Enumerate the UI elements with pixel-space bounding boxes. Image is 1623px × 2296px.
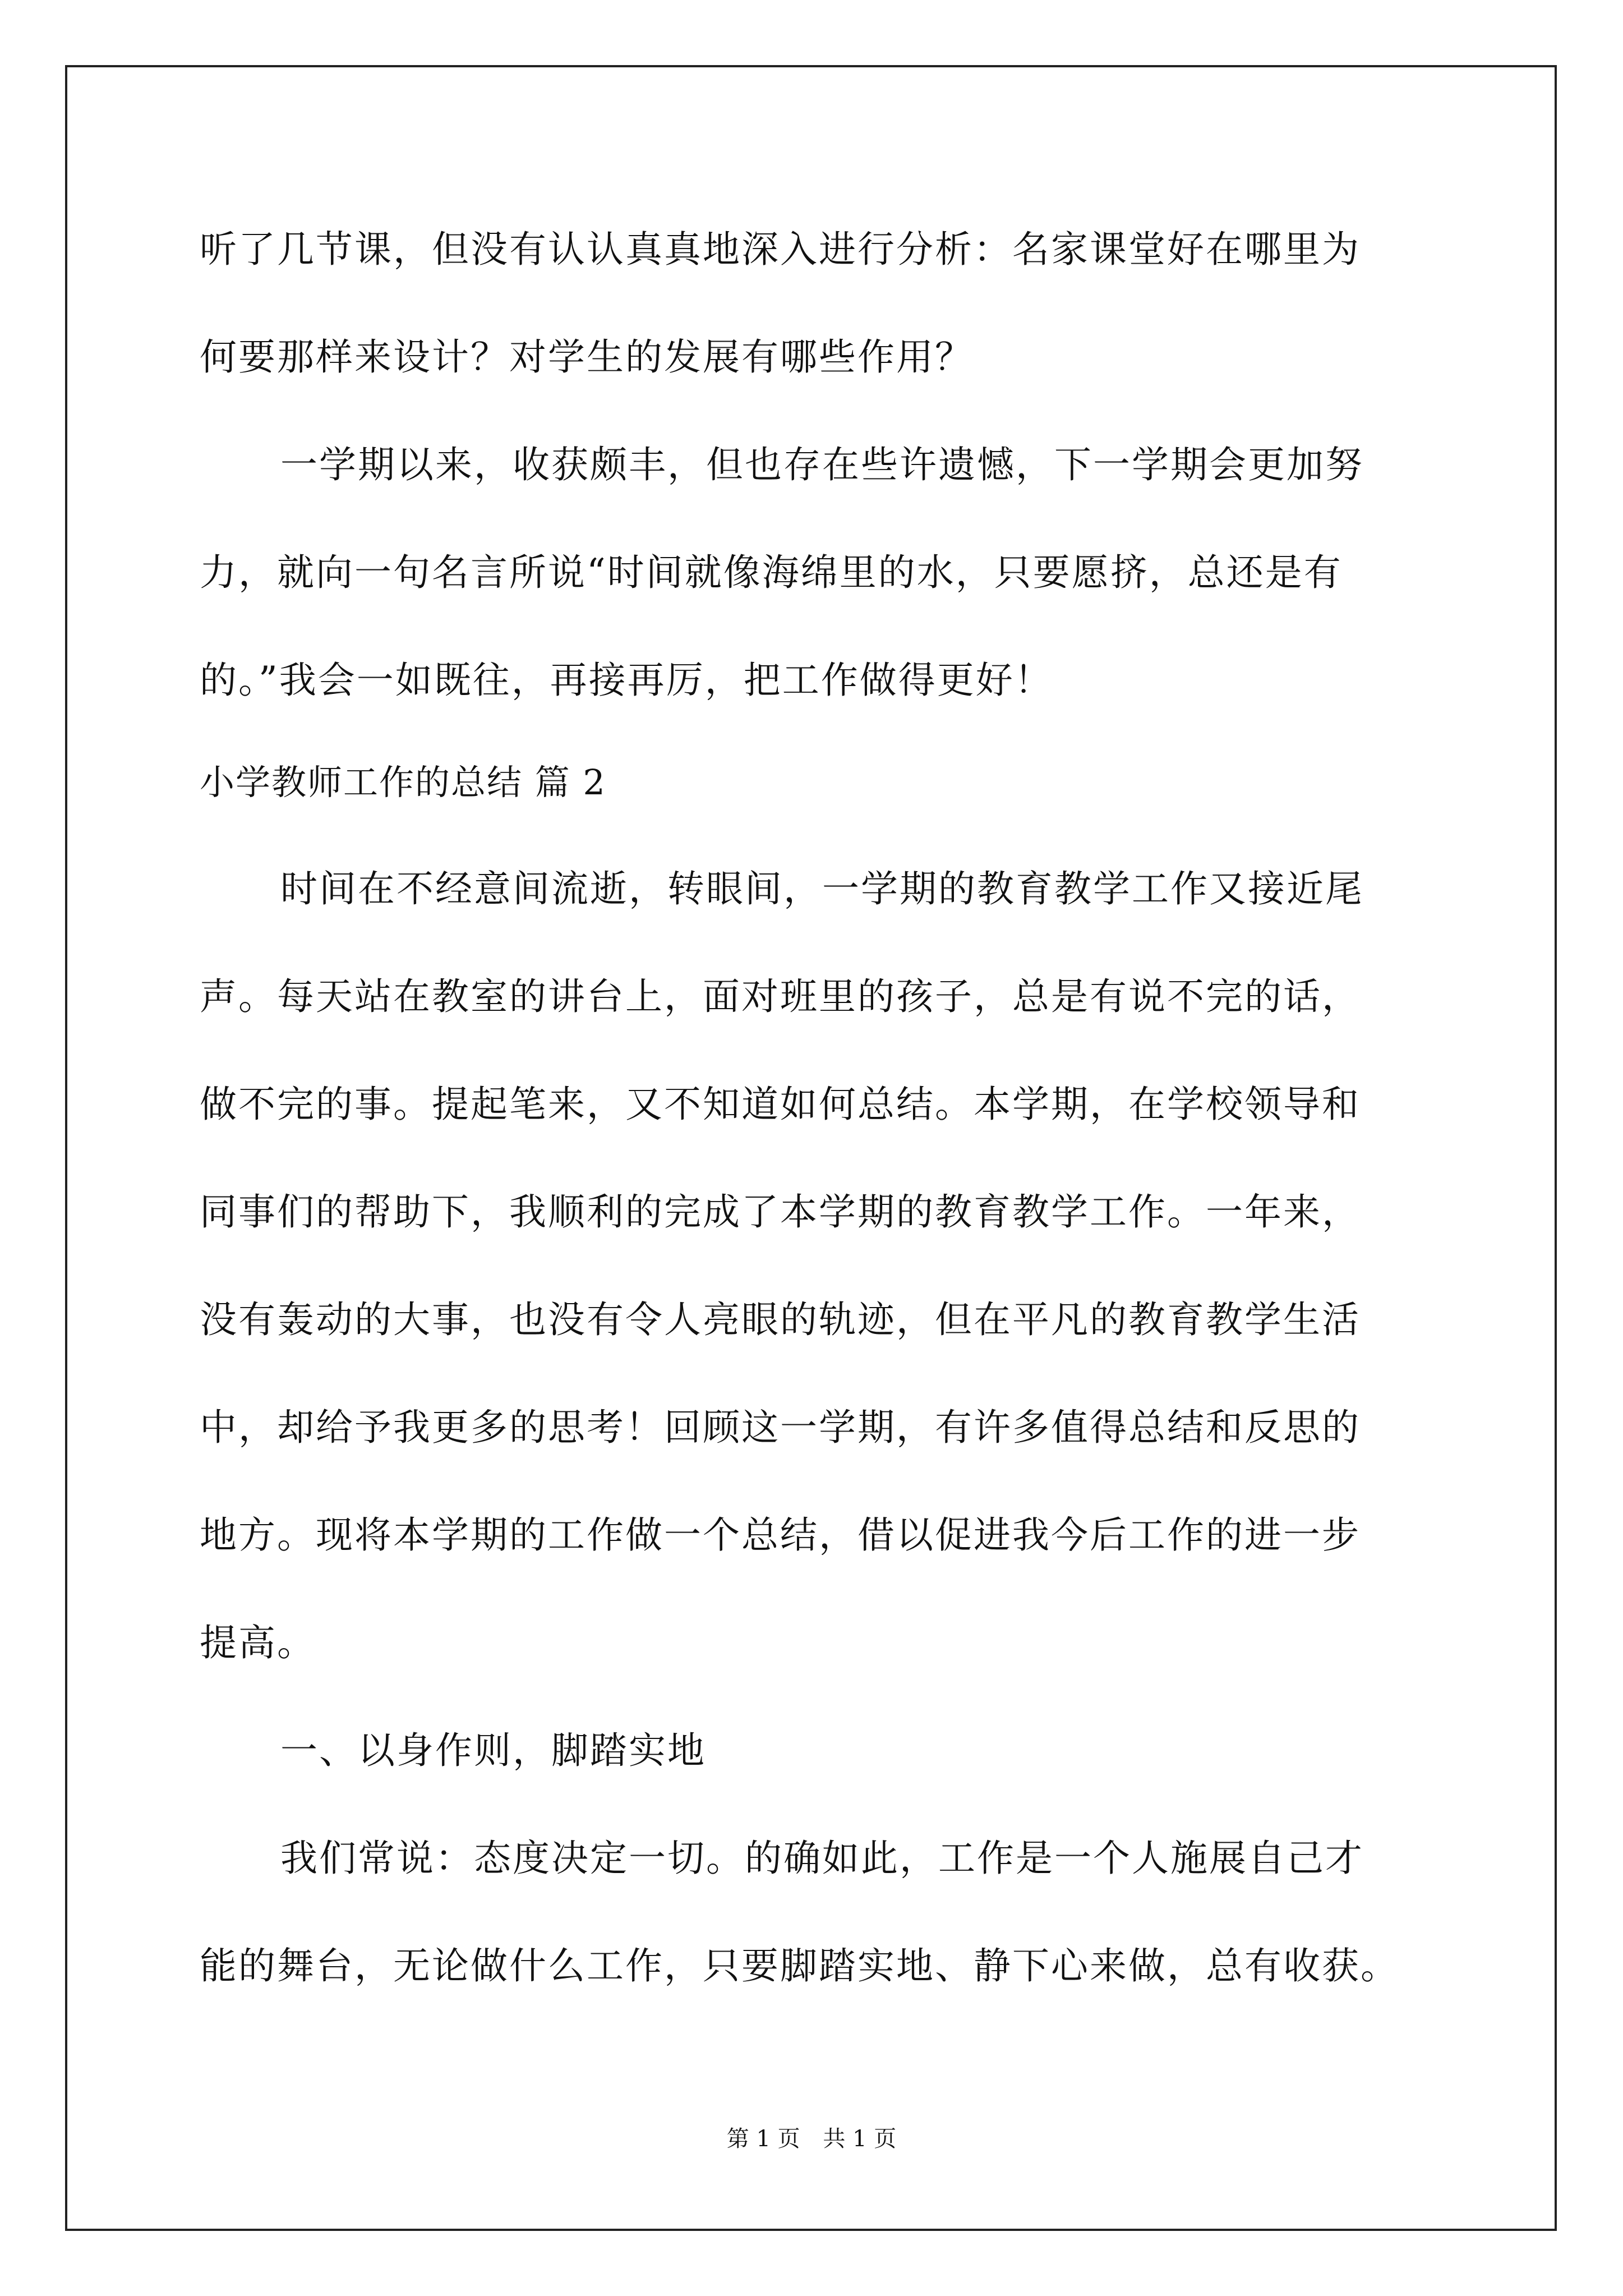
body-line: 声。每天站在教室的讲台上，面对班里的孩子，总是有说不完的话，	[200, 975, 1361, 1018]
body-line: 我们常说：态度决定一切。的确如此，工作是一个人施展自己才	[280, 1837, 1364, 1880]
body-line: 同事们的帮助下，我顺利的完成了本学期的教育教学工作。一年来，	[200, 1190, 1361, 1234]
section-heading: 小学教师工作的总结 篇 2	[200, 762, 606, 803]
body-line: 力，就向一句名言所说“时间就像海绵里的水，只要愿挤，总还是有	[200, 551, 1343, 594]
body-line: 的。”我会一如既往，再接再厉，把工作做得更好！	[200, 659, 1053, 702]
body-line: 没有轰动的大事，也没有令人亮眼的轨迹，但在平凡的教育教学生活	[200, 1298, 1361, 1341]
body-line: 一学期以来，收获颇丰，但也存在些许遗憾，下一学期会更加努	[280, 443, 1364, 486]
body-line: 地方。现将本学期的工作做一个总结，借以促进我今后工作的进一步	[200, 1513, 1361, 1557]
body-line: 时间在不经意间流逝，转眼间，一学期的教育教学工作又接近尾	[280, 867, 1364, 910]
page-number: 第 1 页	[726, 2126, 800, 2152]
body-line: 中，却给予我更多的思考！回顾这一学期，有许多值得总结和反思的	[200, 1406, 1361, 1449]
page-footer	[0, 2125, 1623, 2153]
body-line: 提高。	[200, 1621, 316, 1664]
page-total: 共 1 页	[823, 2126, 897, 2152]
body-line: 做不完的事。提起笔来，又不知道如何总结。本学期，在学校领导和	[200, 1083, 1361, 1126]
body-line: 何要那样来设计？对学生的发展有哪些作用？	[200, 335, 974, 379]
page-border	[65, 65, 1557, 2231]
body-line: 能的舞台，无论做什么工作，只要脚踏实地、静下心来做，总有收获。	[200, 1944, 1399, 1987]
subheading: 一、以身作则，脚踏实地	[280, 1729, 706, 1772]
body-line: 听了几节课，但没有认认真真地深入进行分析：名家课堂好在哪里为	[200, 228, 1361, 271]
